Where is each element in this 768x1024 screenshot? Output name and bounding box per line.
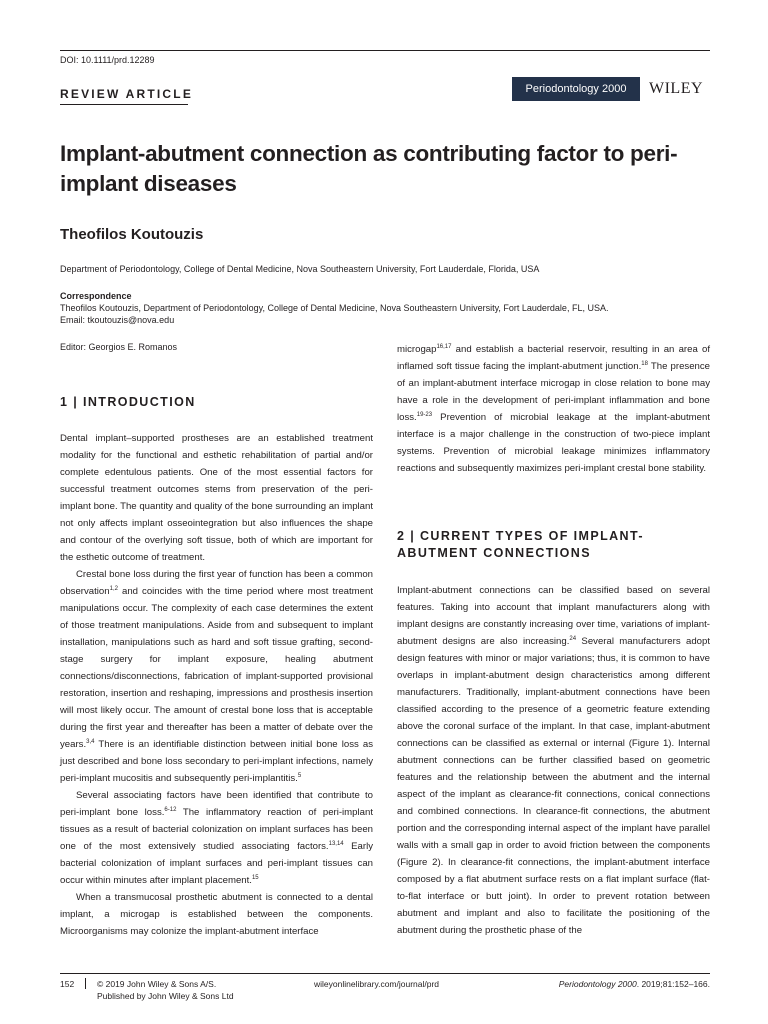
journal-url[interactable]: wileyonlinelibrary.com/journal/prd (314, 979, 440, 989)
correspondence-email[interactable]: Email: tkoutouzis@nova.edu (60, 315, 175, 325)
paragraph: Implant-abutment connections can be classified based on several features. Taking into account that implant manufacturers along with implant designs are constantly increasing over time, variations of implant-abutment designs are also increasing.$^{24}$ Several manufacturers adopt design features with minor or major variations; thus, it is common to have overlaps in implant-abutment design characteristics among different manufacturers. Traditionally, implant-abutment connections have been classified according to the presence of a geometric feature extending above the coronal surface of the implant. In that case, implant-abutment connections can be classified as external or internal (Figure 1). Internal abutment connections can be further classified based on geometric features and the relationship between the abutment and the internal aspect of the implant as clearance-fit connections, conical connections and combined connections. In clearance-fit connections, the abutment portion and the corresponding internal aspect of the implant have parallel walls with a small gap in order to avoid friction between the components (Figure 2). In clearance-fit connections, the implant-abutment interface composed by a flat abutment surface rests on a flat implant surface (flat-to-flat interface or butt joint). In order to prevent rotation between abutment and implant and also to facilitate the positioning of the abutment during the prosthetic phase of the (397, 585, 710, 936)
publisher-logo: WILEY (649, 80, 704, 97)
section-2-heading-line2: ABUTMENT CONNECTIONS (397, 546, 591, 560)
correspondence-block (60, 290, 608, 326)
correspondence-heading: Correspondence (60, 291, 132, 301)
correspondence-address: Theofilos Koutouzis, Department of Periodontology, College of Dental Medicine, Nova Southeastern University, Fort Lauderdale, FL, USA. (60, 303, 609, 313)
article-type: REVIEW ARTICLE (60, 87, 194, 101)
footer-rule (60, 973, 710, 974)
journal-badge: Periodontology 2000 (512, 77, 640, 101)
citation (559, 978, 710, 990)
footer-separator (85, 978, 86, 989)
left-column-body (60, 430, 373, 940)
affiliation: Department of Periodontology, College of Dental Medicine, Nova Southeastern University, Fort Lauderdale, Florida, USA (60, 264, 540, 274)
author-name: Theofilos Koutouzis (60, 226, 204, 243)
editor: Editor: Georgios E. Romanos (60, 342, 178, 352)
paragraph: Dental implant–supported prostheses are an established treatment modality for the functional and esthetic rehabilitation of partial and/or complete edentulous patients. One of the most essential factors for successful treatment outcomes stems from preservation of the peri-implant bone. The quantity and quality of the bone surrounding an implant not only affects implant osseointegration but also influences the shape and contour of the overlying soft tissue, both of which are important for the esthetic outcome of treatment. (60, 433, 373, 563)
paragraph: microgap$^{16,17}$ and establish a bacterial reservoir, resulting in an area of inflamed soft tissue facing the implant-abutment junction.$^{18}$ The presence of an implant-abutment interface microgap in close relation to bone may have a role in the development of peri-implant inflammation and bone loss.$^{19-23}$ Prevention of microbial leakage at the implant-abutment interface is a major challenge in the construction of two-piece implant systems. Prevention of microbial leakage minimizes inflammatory reactions and subsequently maximizes peri-implant crestal bone stability. (397, 343, 711, 474)
page-number: 152 (60, 979, 75, 989)
section-2-heading-line1: 2 | CURRENT TYPES OF IMPLANT- (397, 529, 644, 543)
footer-copyright-block (97, 978, 234, 1002)
doi[interactable]: DOI: 10.1111/prd.12289 (60, 55, 155, 65)
copyright: © 2019 John Wiley & Sons A/S. (97, 979, 217, 989)
citation-rest: . 2019;81:152–166. (636, 979, 710, 989)
header-rule (60, 50, 710, 51)
right-column-body-bottom (397, 582, 710, 939)
citation-journal: Periodontology 2000 (558, 979, 637, 989)
right-column-body-top (397, 341, 710, 477)
section-1-heading: 1 | INTRODUCTION (60, 395, 196, 409)
article-type-underline (60, 104, 188, 105)
paragraph: Several associating factors have been identified that contribute to peri-implant bone loss.$^{6-12}$ The inflammatory reaction of peri-implant tissues as a result of bacterial colonization on implant surfaces has been one of the most extensively studied associating factors.$^{13,14}$ Early bacterial colonization of implant surfaces and peri-implant tissues can occur within minutes after implant placement.$^{15}$ (60, 790, 373, 886)
paragraph: When a transmucosal prosthetic abutment is connected to a dental implant, a microgap is established between the components. Microorganisms may colonize the implant-abutment interface (60, 892, 373, 937)
publisher-line: Published by John Wiley & Sons Ltd (97, 991, 234, 1001)
paragraph: Crestal bone loss during the first year of function has been a common observation$^{1,2}$ and coincides with the time period where most treatment manipulations occur. The complexity of each case determines the extent of those treatment manipulations. Aside from and subsequent to implant installation, manipulations such as hard and soft tissue grafting, second-stage surgery for implant exposure, healing abutment connections/disconnections, fabrication of implant-supported provisional restoration, insertion and reshaping, impressions and prosthesis insertion will most likely occur. The amount of crestal bone loss that is acceptable during the first year and thereafter has been a matter of debate over the years.$^{3,4}$ There is an identifiable distinction between initial bone loss as just described and bone loss secondary to peri-implant infections, namely peri-implant mucositis and subsequently peri-implantitis.$^5$ (60, 569, 373, 784)
section-2-heading (397, 528, 710, 562)
article-title: Implant-abutment connection as contributing factor to peri-implant diseases (60, 141, 678, 196)
